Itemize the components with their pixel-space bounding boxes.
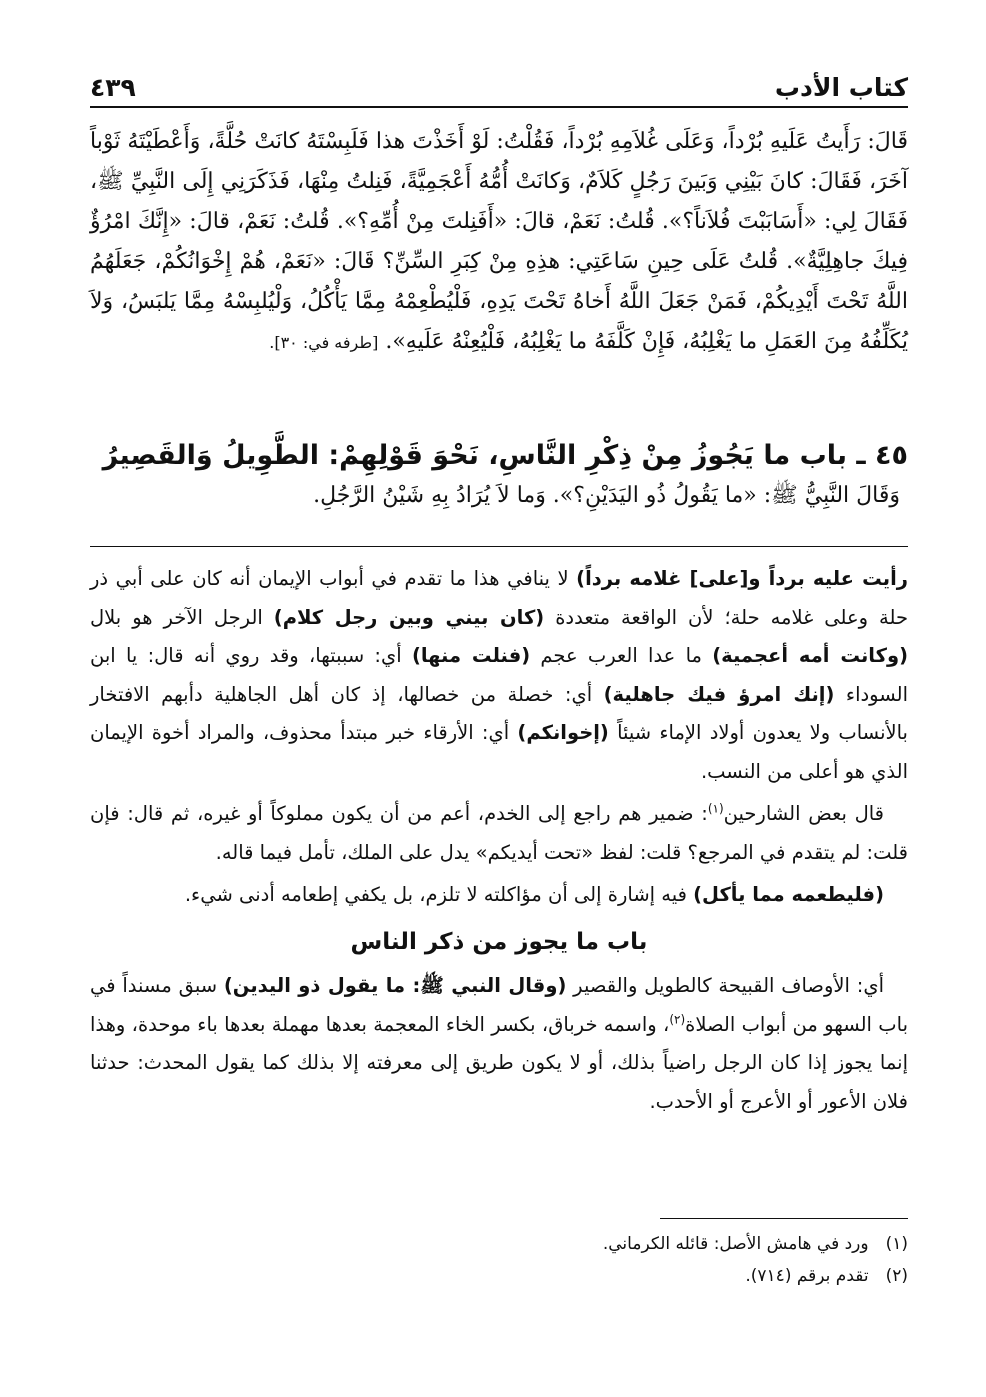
footnote-divider — [660, 1218, 908, 1219]
chapter-title: ٤٥ ـ باب ما يَجُوزُ مِنْ ذِكْرِ النَّاسِ، نَحْوَ قَوْلِهِمْ: الطَّوِيلُ وَالقَصِيرُ — [102, 440, 908, 471]
quoted-phrase: (كان بيني وبين رجل كلام) — [273, 605, 545, 629]
commentary-text: سبق مسنداً في باب السهو من أبواب الصلاة — [90, 974, 908, 1036]
hadith-text — [90, 122, 908, 363]
chapter-heading — [90, 436, 908, 516]
commentary-paragraph — [90, 795, 908, 872]
footnote-number: (١) — [885, 1234, 908, 1254]
book-title: كتاب الأدب — [774, 73, 908, 102]
commentary-text: قال بعض الشارحين — [723, 802, 884, 825]
commentary-text: لا ينافي هذا ما تقدم في أبواب الإيمان أنه كان على أبي ذر حلة وعلى غلامه حلة؛ لأن الواقعة متعددة — [90, 567, 908, 629]
footnote-item — [420, 1228, 908, 1260]
hadith-body: قَالَ: رَأَيتُ عَلَيهِ بُرْداً، وَعَلَى غُلاَمِهِ بُرْداً، فَقُلْتُ: لَوْ أَخَذْتَ هذا فَلَبِسْتَهُ كانَتْ حُلَّةً، وَأَعْطَيْتَهُ ثَوْباً آخَرَ، فَقَالَ: كانَ بَيْنِي وَبَينَ رَجُلٍ كَلاَمٌ، وَكانَتْ أُمُّهُ أَعْجَمِيَّةً، فَنِلتُ مِنْهَا، فَذَكَرَنِي إِلَى النَّبِيِّ ﷺ، فَقَالَ لِي: «أَسَابَبْتَ فُلاَناً؟». قُلتُ: نَعَمْ، قالَ: «أَفَنِلتَ مِنْ أُمِّهِ؟». قُلتُ: نَعَمْ، قالَ: «إِنَّكَ امْرُؤٌ فِيكَ جاهِلِيَّةٌ». قُلتُ عَلَى حِينِ سَاعَتِي: هذِهِ مِنْ كِبَرِ السِّنِّ؟ قَالَ: «نَعَمْ، هُمْ إِخْوَانُكُمْ، جَعَلَهُمُ اللَّهُ تَحْتَ أَيْدِيكُمْ، فَمَنْ جَعَلَ اللَّهُ أَخاهُ تَحْتَ يَدِهِ، فَلْيُطْعِمْهُ مِمَّا يَأْكُلُ، وَلْيُلبِسْهُ مِمَّا يَلبَسُ، وَلاَ يُكَلِّفُهُ مِنَ العَمَلِ ما يَغْلِبُهُ، فَإِنْ كَلَّفَهُ ما يَغْلِبُهُ، فَلْيُعِنْهُ عَلَيهِ». — [90, 129, 909, 354]
commentary-text: ، واسمه خرباق، بكسر الخاء المعجمة بعدها مهملة بعدها باء موحدة، وهذا إنما يجوز إذا كان الرجل راضياً بذلك، أو لا يكون طريق إلى معرفته إلا بذلك كما يقول المحدث: حدثنا فلان الأعور أو الأعرج أو الأحدب. — [90, 1012, 908, 1113]
text-divider — [90, 546, 908, 547]
quoted-phrase: (وقال النبي ﷺ: ما يقول ذو اليدين) — [223, 974, 567, 997]
commentary-text: أي: الأوصاف القبيحة كالطويل والقصير — [566, 974, 884, 997]
quoted-phrase: (إنك امرؤ فيك جاهلية) — [603, 682, 835, 706]
commentary-text: ما عدا العرب عجم — [530, 644, 713, 667]
quoted-phrase: رأيت عليه برداً و[على] غلامه برداً) — [576, 567, 908, 590]
commentary-paragraph — [90, 560, 908, 791]
quoted-phrase: (فنلت منها) — [411, 644, 531, 667]
commentary-text: فيه إشارة إلى أن مؤاكلته لا تلزم، بل يكفي إطعامه أدنى شيء. — [184, 883, 694, 906]
footnote-text: ورد في هامش الأصل: قائله الكرماني. — [602, 1234, 869, 1254]
section-title: باب ما يجوز من ذكر الناس — [350, 928, 648, 955]
commentary-text: أي: سببتها، وقد روي أنه قال: يا ابن السوداء — [90, 644, 908, 706]
page-number: ٤٣٩ — [90, 73, 136, 102]
page-header — [90, 62, 908, 102]
header-divider — [90, 106, 908, 108]
commentary-paragraph — [90, 876, 908, 915]
footnotes — [420, 1228, 908, 1292]
footnote-item — [420, 1260, 908, 1292]
footnote-text: تقدم برقم (٧١٤). — [745, 1266, 869, 1286]
commentary-text: أي: خصلة من خصالها، إذ كان أهل الجاهلية دأبهم الافتخار بالأنساب ولا يعدون أولاد الإماء شيئاً — [90, 682, 908, 744]
quoted-phrase: (فليطعمه مما يأكل) — [693, 883, 884, 906]
commentary-text: أي: الأرقاء خبر مبتدأ محذوف، والمراد أخوة الإيمان الذي هو أعلى من النسب. — [90, 721, 908, 783]
commentary-paragraph — [90, 967, 908, 1121]
commentary-text: الرجل الآخر هو بلال — [90, 605, 274, 629]
commentary-text: : ضمير هم راجع إلى الخدم، أعم من أن يكون مملوكاً أو غيره، ثم قال: فإن قلت: لم يتقدم في المرجع؟ قلت: لفظ «تحت أيديكم» يدل على الملك، تأمل فيما قاله. — [90, 802, 908, 864]
quoted-phrase: (إخوانكم) — [517, 721, 609, 744]
quoted-phrase: (وكانت أمه أعجمية) — [712, 644, 908, 667]
footnote-marker: (١) — [707, 801, 724, 816]
footnote-marker: (٢) — [669, 1012, 686, 1026]
commentary — [90, 560, 908, 1121]
hadith-reference: [طرفه في: ٣٠]. — [269, 333, 379, 352]
footnote-number: (٢) — [885, 1266, 908, 1286]
chapter-subtitle: وَقَالَ النَّبِيُّ ﷺ: «ما يَقُولُ ذُو اليَدَيْنِ؟». وَما لاَ يُرَادُ بِهِ شَيْنُ الرَّجُلِ. — [313, 483, 900, 508]
